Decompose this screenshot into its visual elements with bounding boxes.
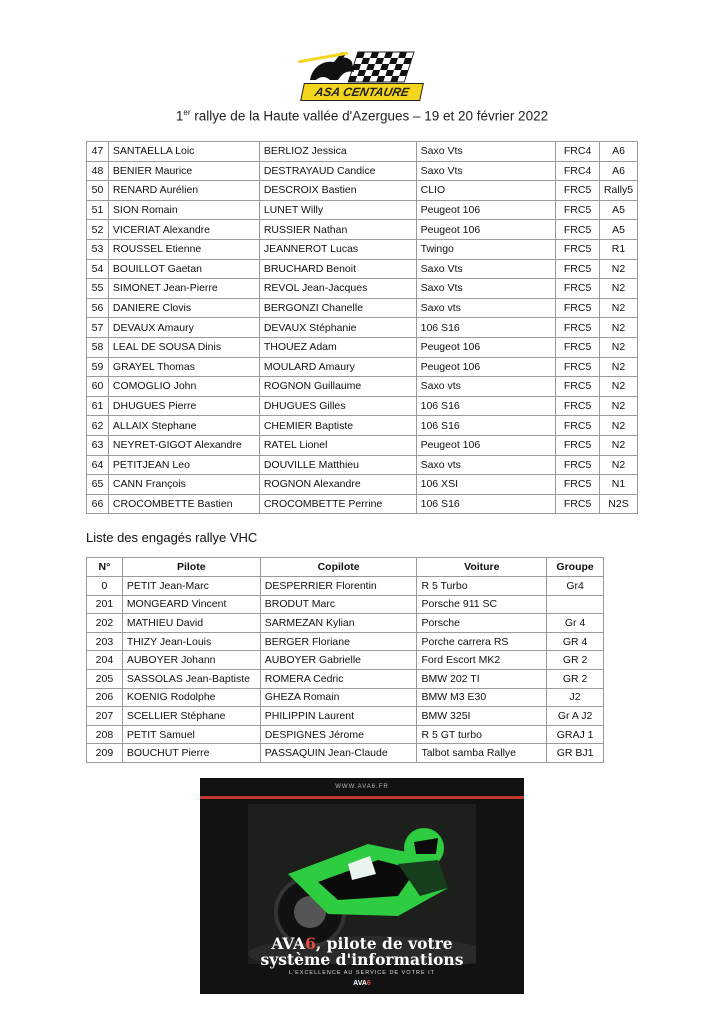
- vhc-cell-num: 206: [87, 688, 123, 707]
- cell-voiture: Peugeot 106: [416, 220, 556, 240]
- cell-pilote: ALLAIX Stephane: [108, 416, 259, 436]
- vhc-cell-num: 204: [87, 651, 123, 670]
- cell-num: 64: [87, 455, 109, 475]
- ad-headline: AVA6, pilote de votre système d'informations: [260, 934, 464, 969]
- vhc-cell-groupe: Gr4: [547, 577, 604, 596]
- table-row: [87, 142, 638, 162]
- cell-groupe: N2S: [600, 494, 638, 514]
- cell-classe: FRC5: [556, 220, 600, 240]
- cell-voiture: Saxo Vts: [416, 142, 556, 162]
- table-row: [87, 396, 638, 416]
- cell-num: 63: [87, 435, 109, 455]
- cell-copilote: BERLIOZ Jessica: [259, 142, 416, 162]
- cell-classe: FRC5: [556, 435, 600, 455]
- vhc-cell-copilote: DESPIGNES Jérome: [260, 725, 417, 744]
- table-row: [87, 475, 638, 495]
- vhc-table-row: [87, 688, 604, 707]
- vhc-cell-num: 207: [87, 707, 123, 726]
- vhc-cell-copilote: BERGER Floriane: [260, 632, 417, 651]
- cell-pilote: SANTAELLA Loic: [108, 142, 259, 162]
- cell-num: 55: [87, 279, 109, 299]
- vhc-table-row: [87, 614, 604, 633]
- asa-centaure-logo: [296, 50, 428, 104]
- cell-classe: FRC5: [556, 396, 600, 416]
- cell-num: 59: [87, 357, 109, 377]
- cell-classe: FRC5: [556, 318, 600, 338]
- cell-groupe: N2: [600, 396, 638, 416]
- cell-pilote: DANIERE Clovis: [108, 298, 259, 318]
- cell-pilote: BOUILLOT Gaetan: [108, 259, 259, 279]
- ad-url: WWW.AVA6.FR: [335, 784, 389, 790]
- cell-groupe: A5: [600, 220, 638, 240]
- vhc-cell-num: 203: [87, 632, 123, 651]
- cell-groupe: N2: [600, 357, 638, 377]
- vhc-table-row: [87, 744, 604, 763]
- cell-pilote: COMOGLIO John: [108, 377, 259, 397]
- vhc-table-row: [87, 725, 604, 744]
- vhc-table-row: [87, 632, 604, 651]
- cell-voiture: Peugeot 106: [416, 357, 556, 377]
- cell-voiture: Peugeot 106: [416, 337, 556, 357]
- vhc-cell-voiture: Porsche: [417, 614, 547, 633]
- cell-groupe: A6: [600, 161, 638, 181]
- cell-pilote: RENARD Aurélien: [108, 181, 259, 201]
- col-header-voiture: Voiture: [417, 558, 547, 577]
- cell-classe: FRC5: [556, 200, 600, 220]
- cell-voiture: 106 S16: [416, 396, 556, 416]
- cell-groupe: N2: [600, 279, 638, 299]
- cell-voiture: 106 S16: [416, 416, 556, 436]
- vhc-cell-groupe: GR 4: [547, 632, 604, 651]
- ad-tagline: L'EXCELLENCE AU SERVICE DE VOTRE IT: [289, 970, 435, 976]
- vhc-cell-pilote: MONGEARD Vincent: [122, 595, 260, 614]
- col-header-num: N°: [87, 558, 123, 577]
- cell-copilote: THOUEZ Adam: [259, 337, 416, 357]
- cell-num: 56: [87, 298, 109, 318]
- cell-groupe: N2: [600, 337, 638, 357]
- table-row: [87, 239, 638, 259]
- logo-text: ASA CENTAURE: [300, 83, 424, 101]
- cell-copilote: CROCOMBETTE Perrine: [259, 494, 416, 514]
- vhc-cell-voiture: Talbot samba Rallye: [417, 744, 547, 763]
- cell-num: 58: [87, 337, 109, 357]
- cell-num: 65: [87, 475, 109, 495]
- col-header-groupe: Groupe: [547, 558, 604, 577]
- table-row: [87, 200, 638, 220]
- cell-classe: FRC4: [556, 142, 600, 162]
- page-title: 1er rallye de la Haute vallée d'Azergues – 19 et 20 février 2022: [175, 108, 549, 124]
- cell-classe: FRC5: [556, 337, 600, 357]
- vhc-cell-groupe: GR 2: [547, 669, 604, 688]
- vhc-cell-voiture: Porsche 911 SC: [417, 595, 547, 614]
- cell-voiture: Twingo: [416, 239, 556, 259]
- vhc-cell-groupe: Gr A J2: [547, 707, 604, 726]
- cell-voiture: 106 S16: [416, 494, 556, 514]
- vhc-cell-voiture: BMW M3 E30: [417, 688, 547, 707]
- vhc-cell-groupe: J2: [547, 688, 604, 707]
- ad-accent-bar: [200, 796, 524, 799]
- cell-voiture: Saxo Vts: [416, 279, 556, 299]
- cell-groupe: N2: [600, 377, 638, 397]
- cell-classe: FRC5: [556, 494, 600, 514]
- cell-copilote: JEANNEROT Lucas: [259, 239, 416, 259]
- vhc-cell-num: 208: [87, 725, 123, 744]
- vhc-table-row: [87, 577, 604, 596]
- table-row: [87, 455, 638, 475]
- vhc-cell-voiture: BMW 202 TI: [417, 669, 547, 688]
- table-row: [87, 259, 638, 279]
- cell-pilote: ROUSSEL Etienne: [108, 239, 259, 259]
- vhc-cell-voiture: Porche carrera RS: [417, 632, 547, 651]
- vhc-table-row: [87, 651, 604, 670]
- cell-voiture: CLIO: [416, 181, 556, 201]
- vhc-cell-groupe: GRAJ 1: [547, 725, 604, 744]
- cell-classe: FRC5: [556, 416, 600, 436]
- cell-groupe: N2: [600, 259, 638, 279]
- vhc-cell-pilote: BOUCHUT Pierre: [122, 744, 260, 763]
- vhc-cell-copilote: DESPERRIER Florentin: [260, 577, 417, 596]
- vhc-cell-groupe: GR BJ1: [547, 744, 604, 763]
- table-row: [87, 337, 638, 357]
- cell-classe: FRC5: [556, 239, 600, 259]
- vhc-cell-pilote: SASSOLAS Jean-Baptiste: [122, 669, 260, 688]
- cell-classe: FRC5: [556, 259, 600, 279]
- table-row: [87, 435, 638, 455]
- ad-brand-logo: AVA6: [353, 980, 371, 987]
- col-header-pilote: Pilote: [122, 558, 260, 577]
- cell-classe: FRC5: [556, 357, 600, 377]
- cell-voiture: Saxo Vts: [416, 161, 556, 181]
- cell-pilote: SION Romain: [108, 200, 259, 220]
- cell-num: 52: [87, 220, 109, 240]
- cell-voiture: 106 XSI: [416, 475, 556, 495]
- vhc-cell-pilote: AUBOYER Johann: [122, 651, 260, 670]
- cell-num: 60: [87, 377, 109, 397]
- cell-classe: FRC5: [556, 181, 600, 201]
- cell-pilote: LEAL DE SOUSA Dinis: [108, 337, 259, 357]
- cell-num: 48: [87, 161, 109, 181]
- vhc-cell-voiture: BMW 325I: [417, 707, 547, 726]
- cell-classe: FRC5: [556, 455, 600, 475]
- vhc-cell-voiture: R 5 Turbo: [417, 577, 547, 596]
- vhc-cell-copilote: GHEZA Romain: [260, 688, 417, 707]
- table-row: [87, 357, 638, 377]
- cell-pilote: VICERIAT Alexandre: [108, 220, 259, 240]
- cell-pilote: GRAYEL Thomas: [108, 357, 259, 377]
- vhc-cell-copilote: PASSAQUIN Jean-Claude: [260, 744, 417, 763]
- table-row: [87, 494, 638, 514]
- cell-copilote: DESTRAYAUD Candice: [259, 161, 416, 181]
- vhc-cell-pilote: KOENIG Rodolphe: [122, 688, 260, 707]
- vhc-cell-groupe: Gr 4: [547, 614, 604, 633]
- cell-copilote: BERGONZI Chanelle: [259, 298, 416, 318]
- cell-copilote: REVOL Jean-Jacques: [259, 279, 416, 299]
- vhc-table-row: [87, 707, 604, 726]
- vhc-table-row: [87, 595, 604, 614]
- col-header-copilote: Copilote: [260, 558, 417, 577]
- cell-voiture: Saxo vts: [416, 298, 556, 318]
- cell-num: 51: [87, 200, 109, 220]
- cell-num: 47: [87, 142, 109, 162]
- cell-groupe: A6: [600, 142, 638, 162]
- cell-pilote: DEVAUX Amaury: [108, 318, 259, 338]
- vhc-cell-voiture: Ford Escort MK2: [417, 651, 547, 670]
- vhc-cell-copilote: BRODUT Marc: [260, 595, 417, 614]
- cell-pilote: SIMONET Jean-Pierre: [108, 279, 259, 299]
- cell-num: 54: [87, 259, 109, 279]
- cell-copilote: LUNET Willy: [259, 200, 416, 220]
- cell-copilote: DHUGUES Gilles: [259, 396, 416, 416]
- vhc-cell-voiture: R 5 GT turbo: [417, 725, 547, 744]
- cell-pilote: CANN François: [108, 475, 259, 495]
- cell-classe: FRC5: [556, 279, 600, 299]
- vhc-header-row: [87, 558, 604, 577]
- cell-copilote: ROGNON Guillaume: [259, 377, 416, 397]
- vhc-cell-groupe: [547, 595, 604, 614]
- cell-groupe: R1: [600, 239, 638, 259]
- vhc-heading: Liste des engagés rallye VHC: [86, 530, 258, 545]
- table-row: [87, 220, 638, 240]
- cell-classe: FRC5: [556, 377, 600, 397]
- cell-voiture: Saxo Vts: [416, 259, 556, 279]
- table-row: [87, 377, 638, 397]
- vhc-cell-copilote: PHILIPPIN Laurent: [260, 707, 417, 726]
- vhc-cell-num: 209: [87, 744, 123, 763]
- vhc-cell-num: 201: [87, 595, 123, 614]
- cell-num: 57: [87, 318, 109, 338]
- vhc-cell-copilote: ROMERA Cedric: [260, 669, 417, 688]
- cell-pilote: DHUGUES Pierre: [108, 396, 259, 416]
- table-row: [87, 161, 638, 181]
- cell-copilote: MOULARD Amaury: [259, 357, 416, 377]
- cell-copilote: DOUVILLE Matthieu: [259, 455, 416, 475]
- cell-pilote: CROCOMBETTE Bastien: [108, 494, 259, 514]
- cell-groupe: Rally5: [600, 181, 638, 201]
- cell-voiture: Saxo vts: [416, 377, 556, 397]
- cell-copilote: BRUCHARD Benoit: [259, 259, 416, 279]
- cell-copilote: DEVAUX Stéphanie: [259, 318, 416, 338]
- cell-num: 50: [87, 181, 109, 201]
- table-row: [87, 318, 638, 338]
- cell-groupe: N2: [600, 318, 638, 338]
- cell-pilote: PETITJEAN Leo: [108, 455, 259, 475]
- cell-pilote: BENIER Maurice: [108, 161, 259, 181]
- cell-num: 66: [87, 494, 109, 514]
- cell-groupe: N1: [600, 475, 638, 495]
- cell-classe: FRC4: [556, 161, 600, 181]
- vhc-cell-copilote: AUBOYER Gabrielle: [260, 651, 417, 670]
- vhc-table-row: [87, 669, 604, 688]
- table-row: [87, 298, 638, 318]
- table-row: [87, 279, 638, 299]
- cell-num: 61: [87, 396, 109, 416]
- vhc-cell-num: 205: [87, 669, 123, 688]
- cell-voiture: 106 S16: [416, 318, 556, 338]
- cell-groupe: N2: [600, 455, 638, 475]
- vhc-table: [86, 557, 604, 763]
- cell-num: 53: [87, 239, 109, 259]
- cell-num: 62: [87, 416, 109, 436]
- vhc-cell-copilote: SARMEZAN Kylian: [260, 614, 417, 633]
- cell-copilote: RATEL Lionel: [259, 435, 416, 455]
- cell-groupe: N2: [600, 435, 638, 455]
- vhc-cell-pilote: PETIT Samuel: [122, 725, 260, 744]
- vhc-cell-pilote: THIZY Jean-Louis: [122, 632, 260, 651]
- cell-voiture: Saxo vts: [416, 455, 556, 475]
- cell-voiture: Peugeot 106: [416, 435, 556, 455]
- vhc-cell-num: 0: [87, 577, 123, 596]
- cell-copilote: CHEMIER Baptiste: [259, 416, 416, 436]
- vhc-cell-pilote: PETIT Jean-Marc: [122, 577, 260, 596]
- table-row: [87, 181, 638, 201]
- entries-table: [86, 141, 638, 514]
- vhc-cell-pilote: SCELLIER Stéphane: [122, 707, 260, 726]
- cell-voiture: Peugeot 106: [416, 200, 556, 220]
- vhc-cell-num: 202: [87, 614, 123, 633]
- ava6-advertisement[interactable]: [200, 778, 524, 994]
- cell-copilote: ROGNON Alexandre: [259, 475, 416, 495]
- vhc-cell-pilote: MATHIEU David: [122, 614, 260, 633]
- cell-classe: FRC5: [556, 475, 600, 495]
- cell-groupe: N2: [600, 298, 638, 318]
- cell-groupe: A5: [600, 200, 638, 220]
- vhc-cell-groupe: GR 2: [547, 651, 604, 670]
- cell-pilote: NEYRET-GIGOT Alexandre: [108, 435, 259, 455]
- table-row: [87, 416, 638, 436]
- cell-groupe: N2: [600, 416, 638, 436]
- cell-classe: FRC5: [556, 298, 600, 318]
- cell-copilote: RUSSIER Nathan: [259, 220, 416, 240]
- cell-copilote: DESCROIX Bastien: [259, 181, 416, 201]
